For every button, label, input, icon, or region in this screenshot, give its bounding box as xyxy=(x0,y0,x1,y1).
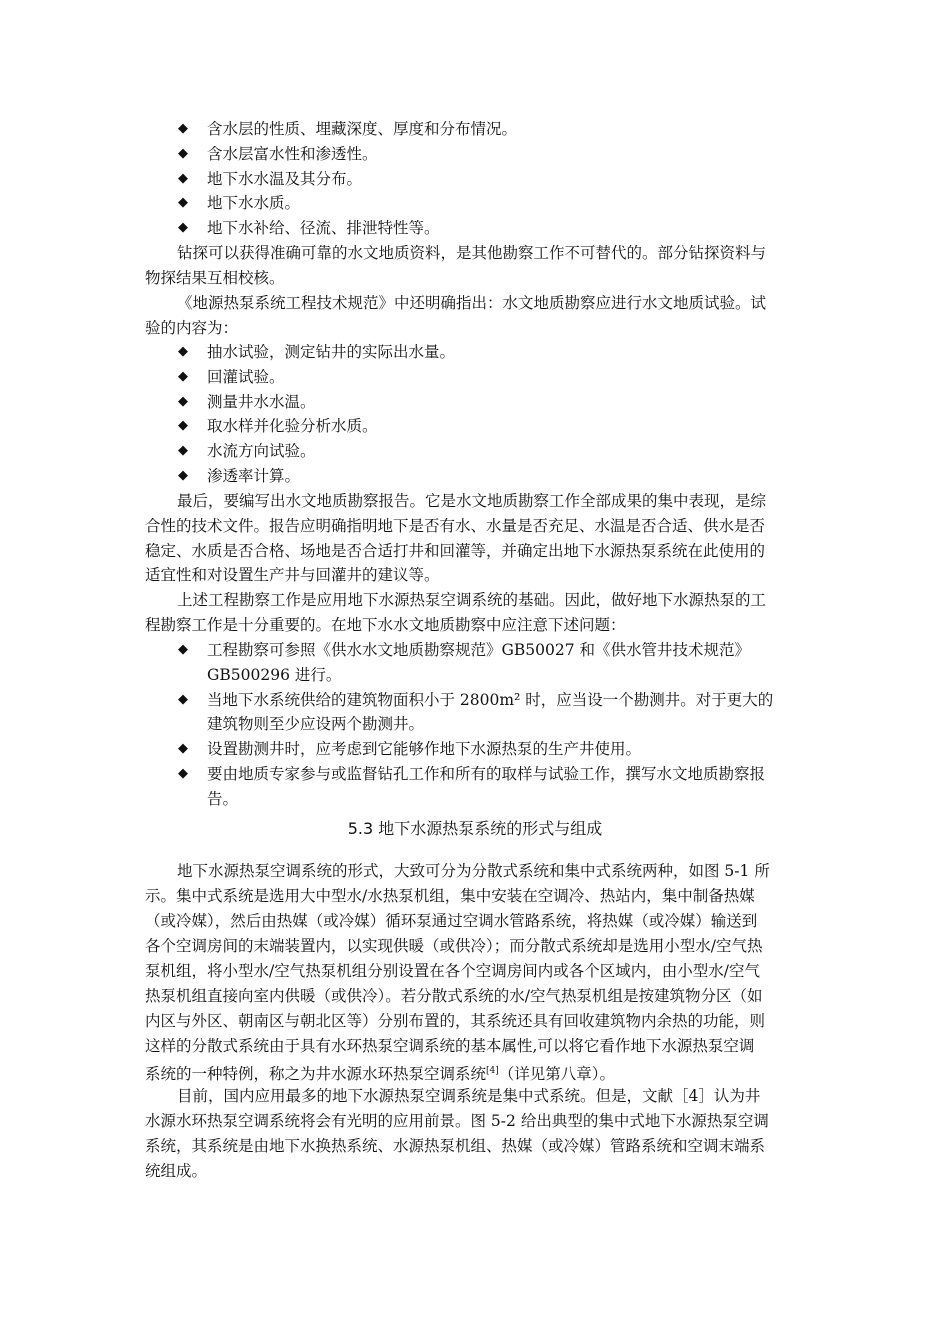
list-item: 设置勘测井时，应考虑到它能够作地下水源热泵的生产井使用。 xyxy=(207,740,642,758)
text-line: 稳定、水质是否合格、场地是否合适打井和回灌等，并确定出地下水源热泵系统在此使用的 xyxy=(145,542,766,560)
text-line: 各个空调房间的末端装置内，以实现供暖（或供冷）；而分散式系统却是选用小型水/空气热 xyxy=(145,937,763,955)
text-line: 适宜性和对设置生产井与回灌井的建议等。 xyxy=(145,566,440,584)
list-item-continuation: 告。 xyxy=(207,790,239,808)
text-line: 示。集中式系统是选用大中型水/水热泵机组，集中安装在空调冷、热站内，集中制备热媒 xyxy=(145,887,755,905)
text-line: （或冷媒），然后由热媒（或冷媒）循环泵通过空调水管路系统，将热媒（或冷媒）输送到 xyxy=(145,912,758,930)
text-line: 这样的分散式系统由于具有水环热泵空调系统的基本属性,可以将它看作地下水源热泵空调 xyxy=(145,1037,755,1055)
bullet-diamond-icon: ◆ xyxy=(178,369,188,384)
bullet-diamond-icon: ◆ xyxy=(178,692,188,707)
bullet-diamond-icon: ◆ xyxy=(178,468,188,483)
text-line: 最后，要编写出水文地质勘察报告。它是水文地质勘察工作全部成果的集中表现，是综 xyxy=(177,492,767,510)
bullet-diamond-icon: ◆ xyxy=(178,171,188,186)
list-item: 当地下水系统供给的建筑物面积小于 2800m² 时，应当设一个勘测井。对于更大的 xyxy=(207,691,774,709)
text-line: 钻探可以获得准确可靠的水文地质资料，是其他勘察工作不可替代的。部分钻探资料与 xyxy=(177,244,767,262)
text-line: 物探结果互相校核。 xyxy=(145,269,285,287)
list-item: 地下水水质。 xyxy=(207,194,301,212)
text-line: 统组成。 xyxy=(145,1162,208,1180)
bullet-diamond-icon: ◆ xyxy=(178,642,188,657)
list-item: 测量井水水温。 xyxy=(207,393,316,411)
list-item: 含水层富水性和渗透性。 xyxy=(207,145,378,163)
text-line: 热泵机组直接向室内供暖（或供冷）。若分散式系统的水/空气热泵机组是按建筑物分区（如 xyxy=(145,987,763,1005)
bullet-diamond-icon: ◆ xyxy=(178,766,188,781)
list-item-continuation: GB500296 进行。 xyxy=(207,666,342,684)
text-segment: （详见第八章）。 xyxy=(498,1065,616,1083)
bullet-diamond-icon: ◆ xyxy=(178,418,188,433)
text-line: 验的内容为： xyxy=(145,319,239,337)
list-item: 取水样并化验分析水质。 xyxy=(207,417,378,435)
list-item: 抽水试验，测定钻井的实际出水量。 xyxy=(207,343,456,361)
list-item: 工程勘察可参照《供水水文地质勘察规范》GB50027 和《供水管井技术规范》 xyxy=(207,641,751,659)
text-line: 上述工程勘察工作是应用地下水源热泵空调系统的基础。因此，做好地下水源热泵的工 xyxy=(177,591,767,609)
text-line: 合性的技术文件。报告应明确指明地下是否有水、水量是否充足、水温是否合适、供水是否 xyxy=(145,517,766,535)
text-line: 内区与外区、朝南区与朝北区等）分别布置的，其系统还具有回收建筑物内余热的功能，则 xyxy=(145,1012,766,1030)
bullet-diamond-icon: ◆ xyxy=(178,394,188,409)
bullet-diamond-icon: ◆ xyxy=(178,220,188,235)
bullet-diamond-icon: ◆ xyxy=(178,146,188,161)
list-item: 要由地质专家参与或监督钻孔工作和所有的取样与试验工作，撰写水文地质勘察报 xyxy=(207,765,766,783)
bullet-diamond-icon: ◆ xyxy=(178,344,188,359)
bullet-diamond-icon: ◆ xyxy=(178,443,188,458)
list-item: 地下水补给、径流、排泄特性等。 xyxy=(207,219,440,237)
citation-reference: [4] xyxy=(486,1066,499,1076)
list-item: 含水层的性质、埋藏深度、厚度和分布情况。 xyxy=(207,120,518,138)
bullet-diamond-icon: ◆ xyxy=(178,121,188,136)
text-line: 程勘察工作是十分重要的。在地下水水文地质勘察中应注意下述问题： xyxy=(145,616,626,634)
list-item: 水流方向试验。 xyxy=(207,442,316,460)
text-line: 地下水源热泵空调系统的形式，大致可分为分散式系统和集中式系统两种，如图 5-1 所 xyxy=(177,862,770,880)
bullet-diamond-icon: ◆ xyxy=(178,741,188,756)
text-line: 目前，国内应用最多的地下水源热泵空调系统是集中式系统。但是，文献［4］认为井 xyxy=(177,1087,761,1105)
list-item-continuation: 建筑物则至少应设两个勘测井。 xyxy=(207,715,425,733)
text-line: 水源水环热泵空调系统将会有光明的应用前景。图 5-2 给出典型的集中式地下水源热泵空调 xyxy=(145,1112,769,1130)
section-heading: 5.3 地下水源热泵系统的形式与组成 xyxy=(347,819,603,838)
text-line: 泵机组，将小型水/空气热泵机组分别设置在各个空调房间内或各个区域内，由小型水/空气 xyxy=(145,962,760,980)
text-line: 《地源热泵系统工程技术规范》中还明确指出：水文地质勘察应进行水文地质试验。试 xyxy=(177,294,767,312)
list-item: 渗透率计算。 xyxy=(207,467,301,485)
list-item: 地下水水温及其分布。 xyxy=(207,170,363,188)
text-segment: 系统的一种特例，称之为井水源水环热泵空调系统 xyxy=(145,1065,487,1083)
text-line xyxy=(145,1061,809,1084)
list-item: 回灌试验。 xyxy=(207,368,285,386)
text-line: 系统，其系统是由地下水换热系统、水源热泵机组、热媒（或冷媒）管路系统和空调末端系 xyxy=(145,1137,766,1155)
bullet-diamond-icon: ◆ xyxy=(178,195,188,210)
